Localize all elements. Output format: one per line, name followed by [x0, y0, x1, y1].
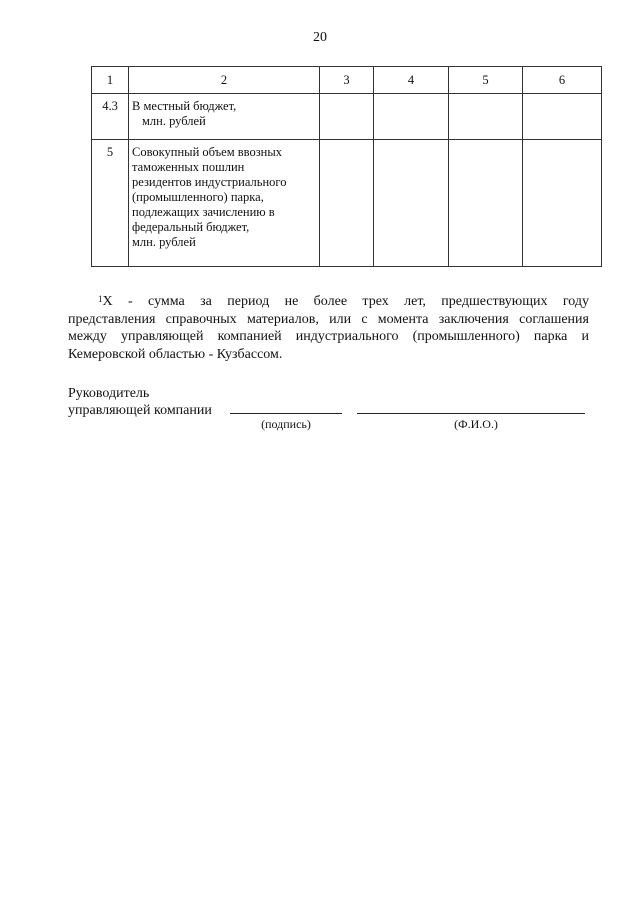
value-cell	[374, 94, 449, 140]
row-description	[129, 94, 320, 140]
description-line: Совокупный объем ввозных	[132, 145, 282, 159]
footnote	[68, 293, 589, 363]
footnote-line: представления справочных материалов, или с момента заключения соглашения	[68, 311, 589, 327]
signature-title-line: управляющей компании	[68, 403, 212, 418]
value-cell	[449, 140, 523, 267]
row-number: 5	[92, 140, 129, 267]
column-header: 3	[320, 67, 374, 94]
description-line: таможенных пошлин	[132, 160, 245, 174]
column-header: 5	[449, 67, 523, 94]
footnote-text: X - сумма за период не более трех лет, предшествующих году	[102, 294, 589, 309]
signature-line	[230, 413, 342, 414]
name-caption: (Ф.И.О.)	[454, 417, 498, 431]
column-header: 6	[523, 67, 602, 94]
table-header-row	[92, 67, 602, 94]
description-line: резидентов индустриального	[132, 175, 287, 189]
value-cell	[449, 94, 523, 140]
value-cell	[523, 140, 602, 267]
description-line: млн. рублей	[142, 114, 206, 128]
signature-caption: (подпись)	[261, 417, 311, 431]
column-header: 1	[92, 67, 129, 94]
name-line	[357, 413, 585, 414]
footnote-line	[68, 293, 589, 311]
description-line: подлежащих зачислению в	[132, 205, 275, 219]
description-line: В местный бюджет,	[132, 99, 237, 113]
page-number: 20	[313, 30, 327, 45]
table-row	[92, 140, 602, 267]
value-cell	[374, 140, 449, 267]
row-number: 4.3	[92, 94, 129, 140]
value-cell	[320, 140, 374, 267]
signature-title	[68, 385, 212, 419]
value-cell	[523, 94, 602, 140]
value-cell	[320, 94, 374, 140]
column-header: 2	[129, 67, 320, 94]
footnote-line: Кемеровской областью - Кузбассом.	[68, 346, 283, 362]
table-row	[92, 94, 602, 140]
footnote-marker: 1	[98, 294, 103, 304]
description-line: (промышленного) парка,	[132, 190, 264, 204]
data-table	[91, 66, 602, 267]
row-description	[129, 140, 320, 267]
column-header: 4	[374, 67, 449, 94]
footnote-line: между управляющей компанией индустриального (промышленного) парка и	[68, 329, 589, 344]
signature-title-line: Руководитель	[68, 386, 150, 401]
description-line: федеральный бюджет,	[132, 220, 250, 234]
description-line: млн. рублей	[132, 235, 196, 249]
